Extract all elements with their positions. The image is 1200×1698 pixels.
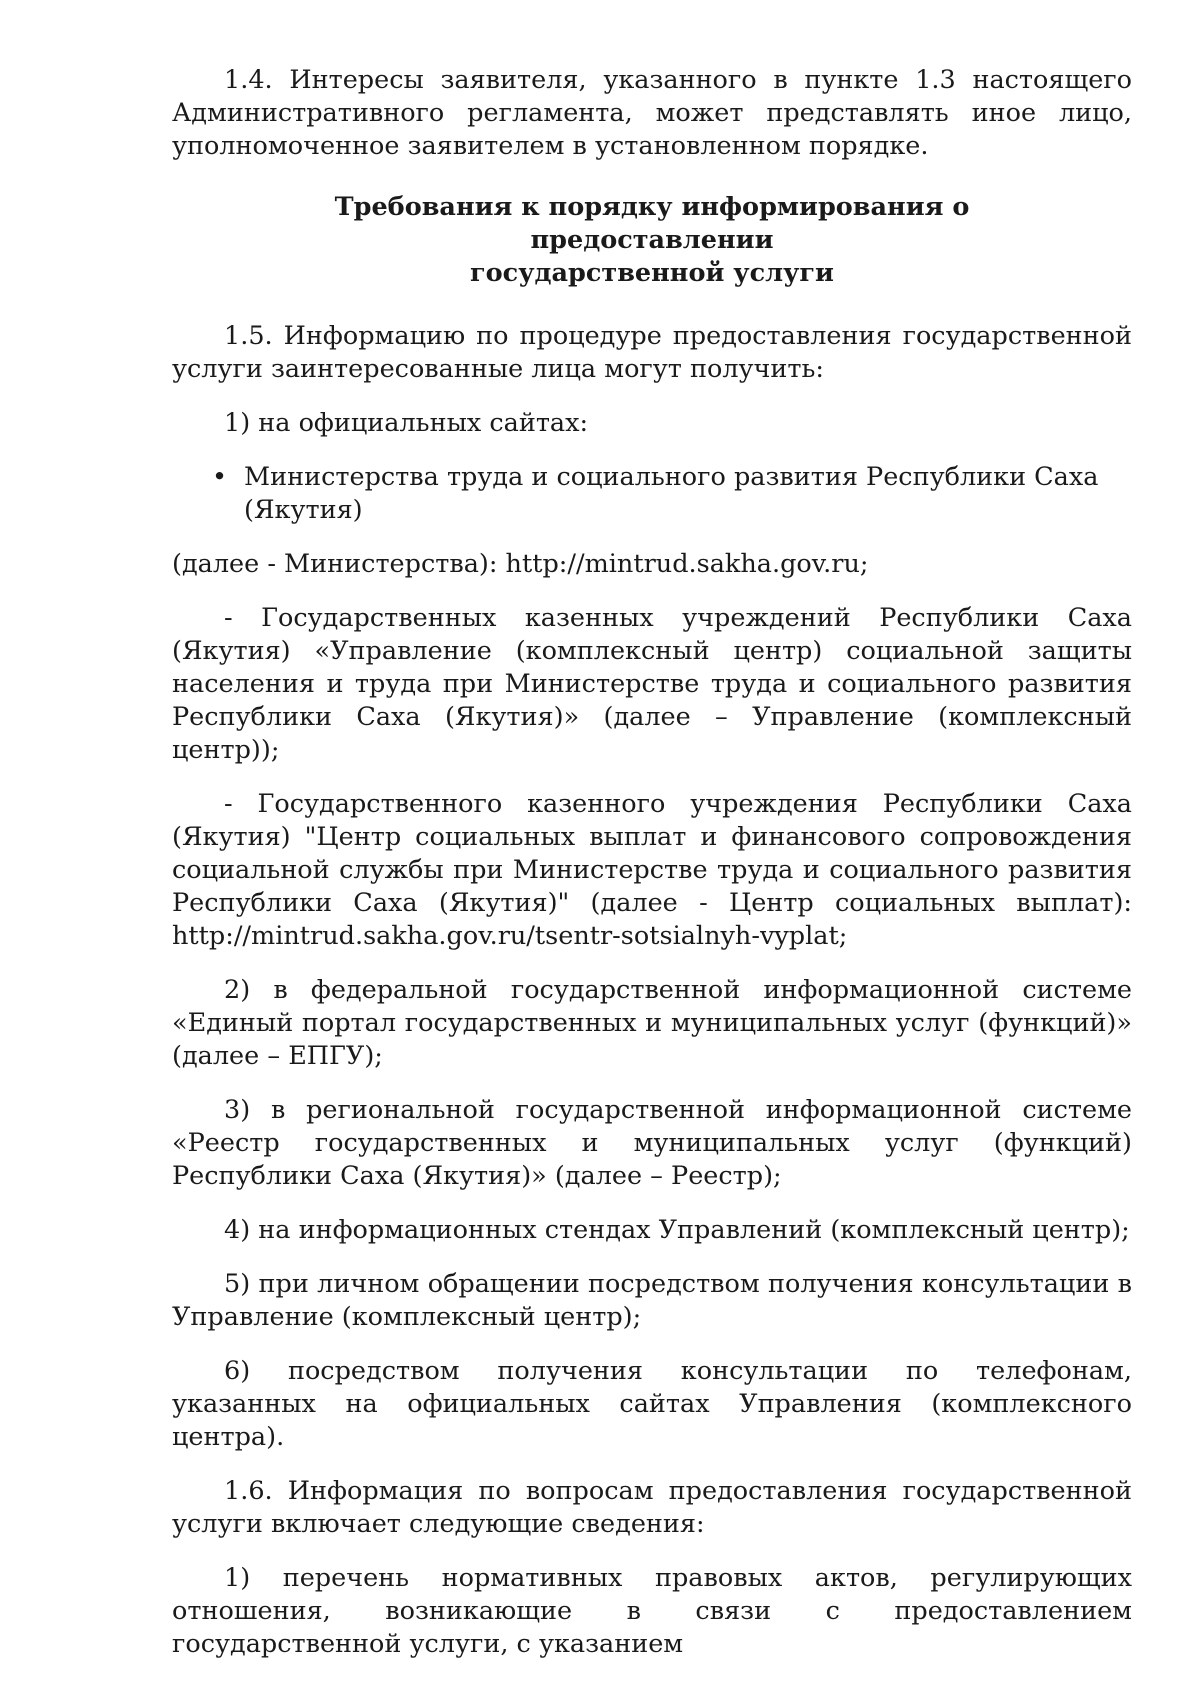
paragraph-1-4: 1.4. Интересы заявителя, указанного в пункте 1.3 настоящего Административного регламента, может представлять иное лицо, уполномоченное заявителем в установленном порядке. (172, 65, 1132, 161)
list-item-3-registry: 3) в региональной государственной информационной системе «Реестр государственных и муниципальных услуг (функций) Республики Саха (Якутия)» (далее – Реестр); (172, 1095, 1132, 1191)
paragraph-1-5: 1.5. Информацию по процедуре предоставления государственной услуги заинтересованные лица могут получить: (172, 321, 1132, 384)
document-body (172, 64, 1132, 1682)
section-heading-line-2: государственной услуги (470, 258, 834, 288)
list-item-1-official-sites: 1) на официальных сайтах: (224, 408, 589, 438)
dash-item-institutions: - Государственных казенных учреждений Республики Саха (Якутия) «Управление (комплексный центр) социальной защиты населения и труда при Министерстве труда и социального развития Республики Саха (Якутия)» (далее – Управление (комплексный центр)); (172, 603, 1132, 765)
paragraph-1-6: 1.6. Информация по вопросам предоставления государственной услуги включает следующие сведения: (172, 1476, 1132, 1539)
section-heading-line-1: Требования к порядку информирования о предоставлении (334, 192, 970, 255)
bullet-icon: • (212, 462, 228, 492)
list-item-5-personal-visit: 5) при личном обращении посредством получения консультации в Управление (комплексный центр); (172, 1269, 1132, 1332)
list-item-6-phone: 6) посредством получения консультации по телефонам, указанных на официальных сайтах Управления (комплексного центра). (172, 1356, 1132, 1452)
list-item-4-stands: 4) на информационных стендах Управлений (комплексный центр); (224, 1215, 1130, 1245)
list-item-2-epgu: 2) в федеральной государственной информационной системе «Единый портал государственных и муниципальных услуг (функций)» (далее – ЕПГУ); (172, 975, 1132, 1071)
ministry-continuation: (далее - Министерства): http://mintrud.sakha.gov.ru; (172, 549, 869, 579)
list-item-1-6-1-legal-acts: 1) перечень нормативных правовых актов, регулирующих отношения, возникающие в связи с предоставлением государственной услуги, с указанием (172, 1563, 1132, 1659)
dash-item-payments-center: - Государственного казенного учреждения Республики Саха (Якутия) "Центр социальных выплат и финансового сопровождения социальной службы при Министерстве труда и социального развития Республики Саха (Якутия)" (далее - Центр социальных выплат): http://mintrud.sakha.gov.ru/tsentr-sotsialnyh-vyplat; (172, 789, 1132, 951)
bullet-item-ministry-text: Министерства труда и социального развития Республики Саха (Якутия) (244, 462, 1099, 525)
section-heading (212, 191, 1092, 290)
bullet-item-ministry (172, 461, 1132, 527)
